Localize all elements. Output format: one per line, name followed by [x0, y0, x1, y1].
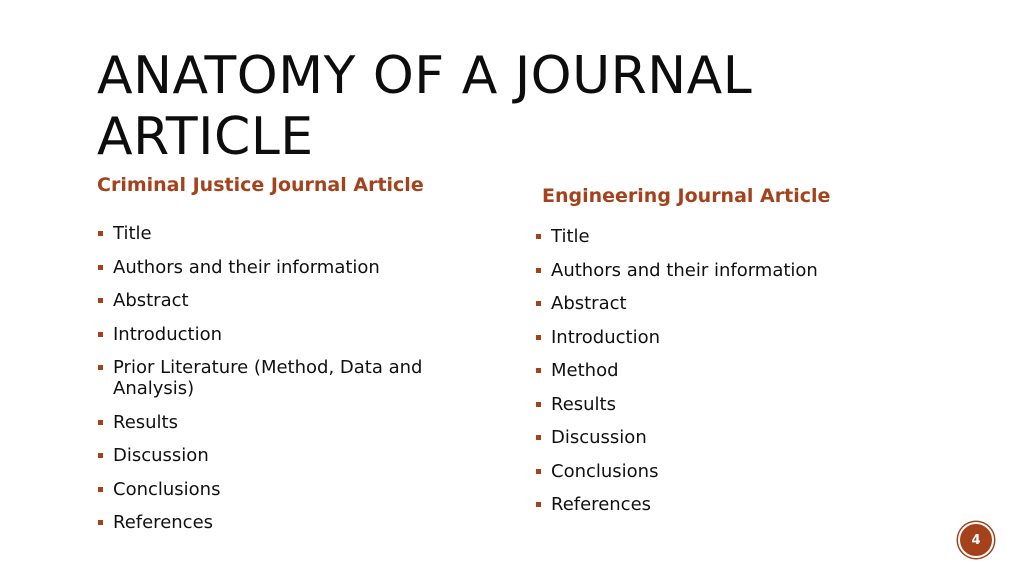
page-number: 4	[971, 532, 981, 548]
list-item-text: Results	[113, 411, 178, 433]
list-item	[97, 357, 437, 399]
bullet-icon	[536, 469, 541, 474]
list-item-text: References	[113, 512, 214, 533]
list-item-text: Prior Literature (Method, Data and Analysis)	[113, 357, 423, 399]
right-bullet-list	[535, 226, 865, 528]
right-column-heading: Engineering Journal Article	[542, 185, 831, 207]
list-item-text: Introduction	[551, 326, 661, 348]
list-item	[97, 290, 437, 311]
bullet-icon	[98, 298, 103, 303]
list-item	[97, 324, 437, 345]
list-item	[535, 260, 865, 281]
slide-title: ANATOMY OF A JOURNAL ARTICLE	[97, 46, 753, 167]
list-item	[535, 293, 865, 314]
list-item	[535, 360, 865, 381]
list-item-text: Title	[113, 223, 152, 244]
bullet-icon	[536, 368, 541, 373]
list-item	[535, 427, 865, 448]
list-item-text: Conclusions	[551, 460, 659, 482]
bullet-icon	[98, 520, 103, 525]
list-item-text: References	[551, 494, 652, 515]
list-item	[535, 327, 865, 348]
list-item	[97, 257, 437, 278]
list-item-text: Abstract	[113, 290, 189, 311]
list-item	[535, 494, 865, 515]
list-item-text: Results	[551, 393, 616, 415]
bullet-icon	[536, 268, 541, 273]
list-item-text: Introduction	[113, 323, 223, 345]
list-item-text: Discussion	[551, 427, 647, 448]
bullet-icon	[98, 265, 103, 270]
list-item-text: Authors and their information	[551, 259, 818, 281]
list-item-text: Discussion	[113, 445, 209, 466]
bullet-icon	[536, 335, 541, 340]
left-column-heading: Criminal Justice Journal Article	[97, 174, 424, 196]
list-item	[535, 226, 865, 247]
bullet-icon	[98, 420, 103, 425]
left-bullet-list	[97, 223, 437, 546]
list-item	[97, 512, 437, 533]
list-item-text: Title	[551, 226, 590, 247]
list-item	[535, 394, 865, 415]
bullet-icon	[98, 231, 103, 236]
list-item-text: Authors and their information	[113, 256, 380, 278]
list-item	[97, 223, 437, 244]
list-item	[535, 461, 865, 482]
bullet-icon	[98, 453, 103, 458]
list-item	[97, 479, 437, 500]
bullet-icon	[536, 435, 541, 440]
page-number-badge	[958, 522, 994, 558]
bullet-icon	[98, 487, 103, 492]
list-item-text: Method	[551, 360, 619, 381]
bullet-icon	[536, 502, 541, 507]
bullet-icon	[536, 301, 541, 306]
bullet-icon	[536, 234, 541, 239]
bullet-icon	[98, 365, 103, 370]
list-item	[97, 412, 437, 433]
list-item-text: Abstract	[551, 293, 627, 314]
list-item	[97, 445, 437, 466]
bullet-icon	[98, 332, 103, 337]
bullet-icon	[536, 402, 541, 407]
list-item-text: Conclusions	[113, 478, 221, 500]
